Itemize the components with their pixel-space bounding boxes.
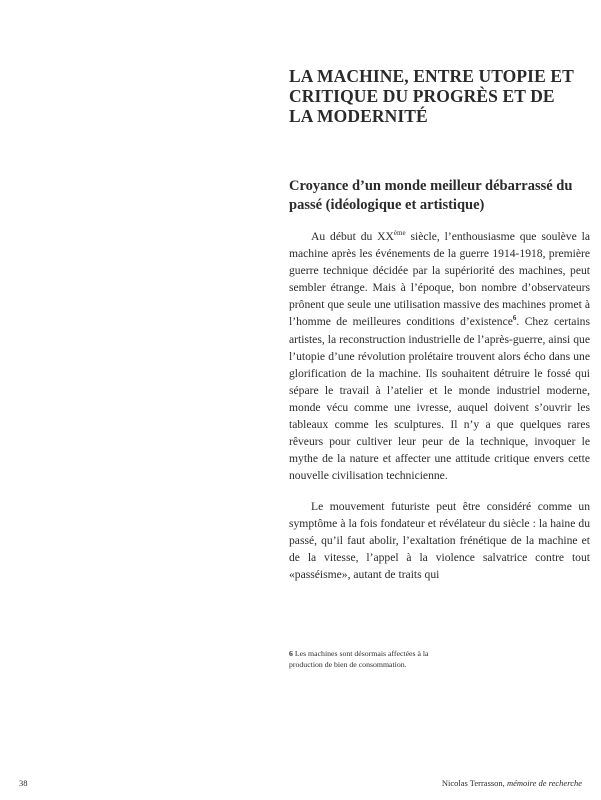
footnote-number: 6 (289, 649, 293, 658)
footnote-reference[interactable]: 6 (512, 314, 517, 323)
footnote-text: Les machines sont désormais affectées à la production de bien de consommation. (289, 649, 429, 669)
running-footer (442, 778, 582, 788)
footer-document-type: mémoire de recherche (506, 778, 582, 788)
paragraph-1-part-c: . Chez certains artistes, la reconstruction industrielle de l’après-guerre, ainsi que l’utopie d’une révolution prolétaire trouvent alors écho dans une glorification de la machine. Ils souhaitent détruire le fossé qui sépare le travail à l’atelier et le monde industriel moderne, monde vécu comme une ivresse, auquel doivent s’ouvrir les tableaux comme les sculptures. Il n’y a que quelques rares rêveurs pour cultiver leur peur de la technique, invoquer le mythe de la nature et affecter une attitude critique envers cette nouvelle civilisation technicienne. (289, 315, 590, 483)
body-paragraph-2 (289, 498, 590, 583)
footer-author: Nicolas Terrasson, (441, 778, 505, 788)
paragraph-1-part-a: Au début du XX (311, 230, 394, 243)
section-title: Croyance d’un monde meilleur débarrassé du passé (idéologique et artistique) (289, 178, 573, 213)
paragraph-2-text: Le mouvement futuriste peut être considéré comme un symptôme à la fois fondateur et révélateur du siècle : la haine du passé, qu’il faut abolir, l’exaltation frénétique de la machine et de la vitesse, l’appel à la violence salvatrice contre tout «passéisme», autant de traits qui (289, 500, 590, 582)
body-paragraph-1 (289, 228, 590, 484)
footnote (289, 648, 439, 670)
chapter-title: LA MACHINE, ENTRE UTOPIE ET CRITIQUE DU PROGRÈS ET DE LA MODERNITÉ (289, 66, 574, 126)
page-number: 38 (19, 778, 28, 788)
century-superscript: ème (393, 229, 406, 237)
paragraph-1-part-b: siècle, l’enthousiasme que soulève la machine après les événements de la guerre 1914-1918, première guerre technique décidée par la supériorité des machines, peut sembler étrange. Mais à l’époque, bon nombre d’observateurs prônent que seule une utilisation massive des machines promet à l’homme de meilleures conditions d’existence (289, 230, 591, 329)
